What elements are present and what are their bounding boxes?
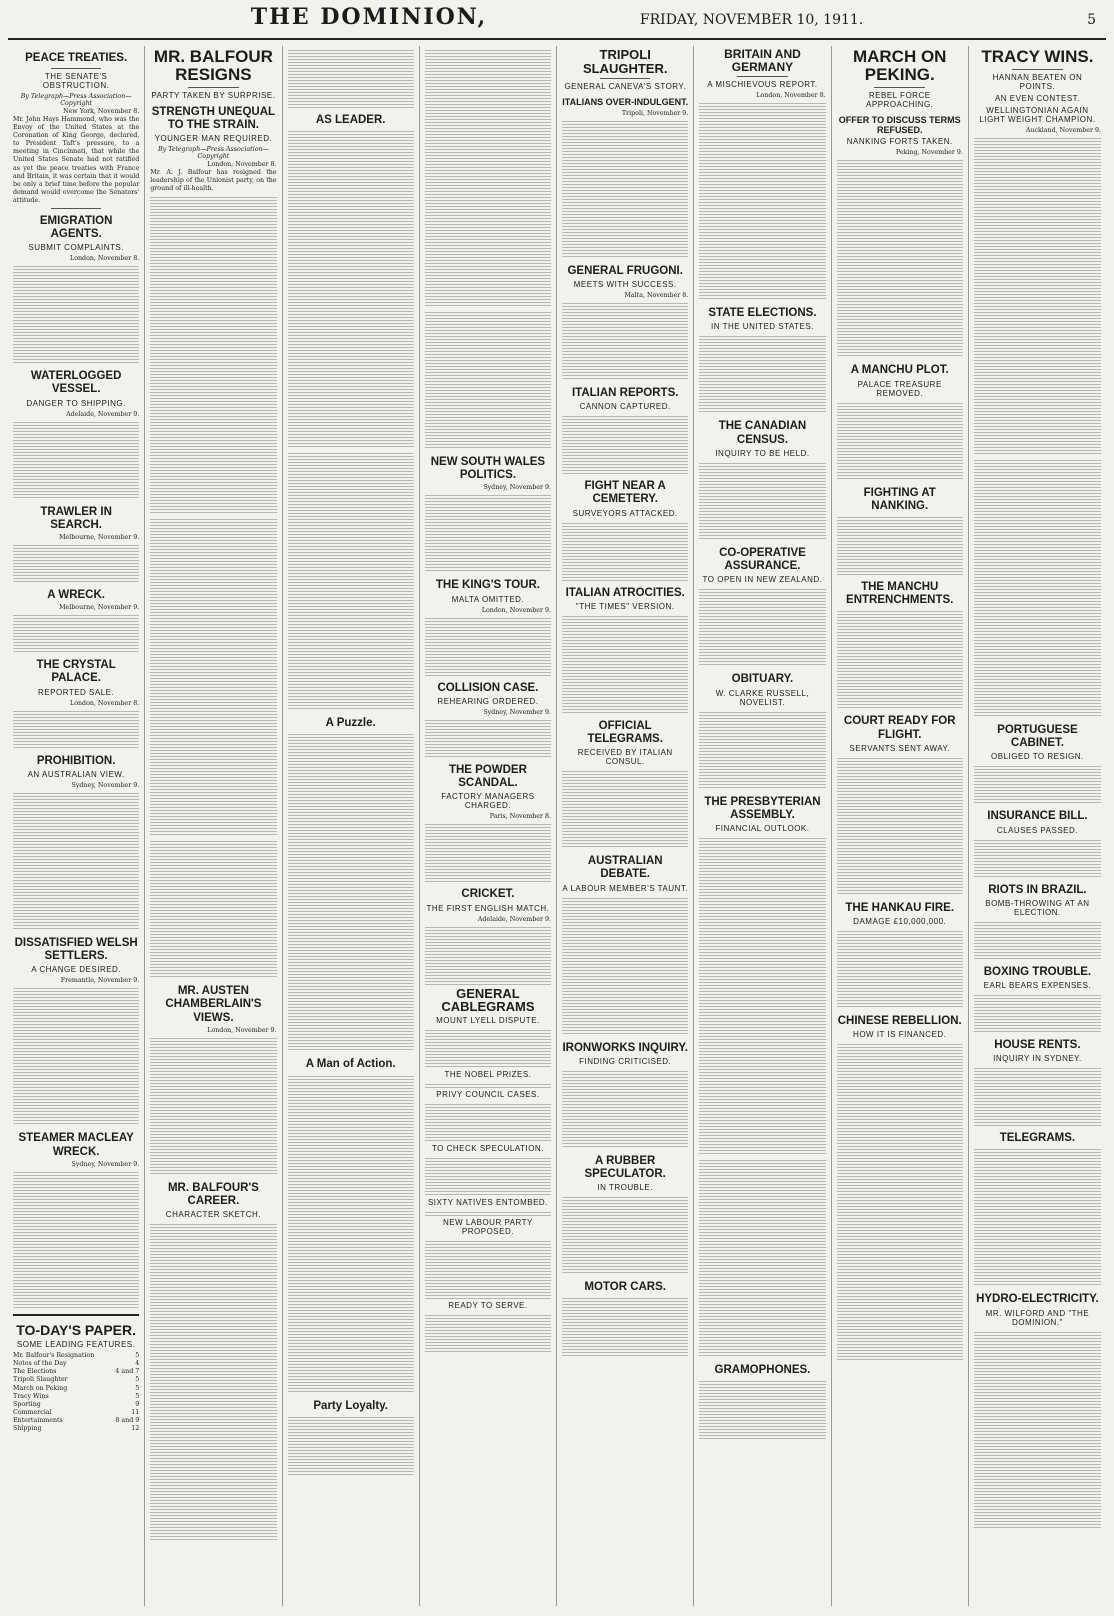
subheadline: SERVANTS SENT AWAY. (849, 743, 951, 753)
subheadline: INQUIRY TO BE HELD. (715, 448, 810, 458)
headline: THE PRESBYTERIAN ASSEMBLY. (704, 795, 821, 821)
headline: GENERAL FRUGONI. (567, 264, 683, 277)
text-block (562, 414, 688, 474)
subheadline: THE SENATE'S OBSTRUCTION. (42, 72, 110, 91)
text-block (13, 986, 139, 1126)
headline: MOTOR CARS. (584, 1281, 666, 1294)
headline: MR. AUSTEN CHAMBERLAIN'S VIEWS. (165, 985, 262, 1024)
text-block (562, 521, 688, 581)
dateline: Sydney, November 9. (71, 781, 140, 789)
subheadline: IN TROUBLE. (597, 1183, 653, 1193)
subheadline: BOMB-THROWING AT AN ELECTION. (985, 898, 1090, 917)
dateline: Melbourne, November 9. (59, 534, 140, 542)
subheadline: PALACE TREASURE REMOVED. (857, 379, 942, 398)
headline: WATERLOGGED VESSEL. (30, 370, 122, 396)
list-item: Mr. Balfour's Resignation 5 (13, 1351, 140, 1359)
text-block (150, 1036, 276, 1176)
dateline: Auckland, November 9. (1025, 126, 1101, 134)
headline: A Man of Action. (305, 1058, 396, 1071)
text-block (13, 709, 139, 749)
headline: THE KING'S TOUR. (435, 579, 540, 592)
headline: THE POWDER SCANDAL. (448, 763, 527, 790)
text-block (699, 1158, 825, 1358)
text-block (974, 1330, 1101, 1530)
subheadline: SURVEYORS ATTACKED. (572, 508, 678, 518)
text-block (288, 48, 414, 108)
text-block (150, 195, 276, 515)
text-block (699, 101, 825, 301)
column-6 (694, 46, 831, 1606)
column-7 (832, 46, 969, 1606)
dateline: Sydney, November 9. (71, 1160, 140, 1168)
subheadline: MR. WILFORD AND "THE DOMINION." (985, 1308, 1090, 1327)
subheadline: A CHANGE DESIRED. (31, 965, 122, 975)
list-item: Tripoli Slaughter 5 (13, 1376, 140, 1384)
subheadline: GENERAL CANEVA'S STORY. (564, 82, 686, 92)
column-8 (969, 46, 1106, 1606)
text-block (837, 401, 963, 481)
headline: A Puzzle. (325, 717, 376, 730)
headline: FIGHT NEAR A CEMETERY. (584, 480, 666, 506)
headline: HOUSE RENTS. (994, 1038, 1081, 1051)
text-block (425, 493, 551, 573)
text-block (425, 822, 551, 882)
headline: THE CANADIAN CENSUS. (718, 420, 807, 446)
headline: INSURANCE BILL. (987, 810, 1088, 823)
subheadline: NANKING FORTS TAKEN. (846, 137, 953, 147)
headline: PEACE TREATIES. (25, 52, 128, 64)
dateline: Melbourne, November 9. (59, 604, 140, 612)
headline: OFFICIAL TELEGRAMS. (587, 719, 663, 745)
text-block (425, 616, 551, 676)
headline: STRENGTH UNEQUAL TO THE STRAIN. (151, 105, 276, 131)
headline: STEAMER MACLEAY WRECK. (18, 1132, 134, 1158)
subheadline: HOW IT IS FINANCED. (853, 1030, 947, 1040)
text-block (699, 587, 825, 667)
headline: GRAMOPHONES. (714, 1363, 811, 1376)
column-2 (145, 46, 282, 1606)
subheadline: TO OPEN IN NEW ZEALAND. (702, 575, 823, 585)
text-block (425, 1028, 551, 1068)
paper-name: THE DOMINION, (250, 4, 488, 30)
headline: GENERAL CABLEGRAMS (441, 985, 535, 1015)
subheadline: OBLIGED TO RESIGN. (991, 752, 1084, 762)
headline: CHINESE REBELLION. (837, 1015, 962, 1028)
dateline: Sydney, November 9. (483, 708, 552, 716)
text-block (288, 129, 414, 449)
headline: HYDRO-ELECTRICITY. (976, 1293, 1099, 1306)
column-1 (8, 46, 145, 1606)
dateline: Paris, November 8. (489, 813, 552, 821)
subheadline: THE NOBEL PRIZES. (444, 1069, 532, 1079)
text-block (13, 420, 139, 500)
headline: RIOTS IN BRAZIL. (988, 883, 1087, 896)
text-block (425, 1082, 551, 1088)
text-block (425, 310, 551, 450)
headline: THE MANCHU ENTRENCHMENTS. (846, 581, 954, 607)
subheadline: SOME LEADING FEATURES. (16, 1339, 136, 1349)
headline: NEW SOUTH WALES POLITICS. (430, 456, 546, 482)
text-block (150, 517, 276, 837)
text-block (562, 1069, 688, 1149)
text-block (562, 896, 688, 1036)
text-block (974, 458, 1101, 718)
text-block (288, 1074, 414, 1394)
dateline: Peking, November 9. (895, 149, 963, 157)
headline: MR. BALFOUR'S CAREER. (167, 1181, 259, 1208)
subheadline: AN AUSTRALIAN VIEW. (27, 769, 125, 779)
article-text: Mr. A. J. Balfour has resigned the leadership of the Unionist party, on the ground of ill-health. (150, 169, 277, 193)
subheadline: INQUIRY IN SYDNEY. (993, 1054, 1082, 1064)
subheadline: CHARACTER SKETCH. (165, 1210, 261, 1220)
subheadline: PARTY TAKEN BY SURPRISE. (151, 90, 276, 100)
headline: A RUBBER SPECULATOR. (584, 1154, 666, 1181)
subheadline: MOUNT LYELL DISPUTE. (436, 1015, 540, 1025)
text-block (425, 1210, 551, 1216)
headline: TRIPOLI SLAUGHTER. (582, 47, 668, 76)
text-block (425, 1239, 551, 1299)
headline: CO-OPERATIVE ASSURANCE. (719, 546, 806, 573)
subheadline: READY TO SERVE. (448, 1300, 528, 1310)
page-number: 5 (1087, 12, 1096, 28)
subheadline: HANNAN BEATEN ON POINTS. (992, 72, 1083, 91)
dateline: Malta, November 8. (624, 291, 689, 299)
text-block (562, 769, 688, 849)
text-block (150, 1222, 276, 1542)
headline: BRITAIN AND GERMANY (724, 47, 801, 74)
headline: COURT READY FOR FLIGHT. (843, 715, 956, 741)
headline: FIGHTING AT NANKING. (863, 486, 936, 512)
headline: THE CRYSTAL PALACE. (36, 659, 116, 685)
text-block (837, 1042, 963, 1362)
subheadline: YOUNGER MAN REQUIRED. (154, 134, 273, 144)
text-block (288, 1415, 414, 1475)
text-block (699, 334, 825, 414)
headline: ITALIAN REPORTS. (571, 386, 679, 399)
text-block (425, 718, 551, 758)
text-block (974, 838, 1101, 878)
text-block (699, 461, 825, 541)
issue-date: FRIDAY, NOVEMBER 10, 1911. (639, 12, 864, 28)
headline: COLLISION CASE. (437, 681, 539, 694)
text-block (150, 839, 276, 979)
headline: IRONWORKS INQUIRY. (562, 1041, 688, 1054)
text-block (974, 920, 1101, 960)
text-block (974, 1147, 1101, 1287)
text-block (562, 119, 688, 259)
column-3 (283, 46, 420, 1606)
subheadline: TO CHECK SPECULATION. (431, 1143, 544, 1153)
credit-line: By Telegraph—Press Association—Copyright (20, 93, 132, 108)
dateline: Tripoli, November 9. (621, 109, 689, 117)
text-block (837, 609, 963, 709)
subheadline: IN THE UNITED STATES. (710, 322, 814, 332)
text-block (425, 925, 551, 985)
headline: EMIGRATION AGENTS. (39, 214, 113, 240)
subheadline: A LABOUR MEMBER'S TAUNT. (562, 883, 689, 893)
text-block (425, 1102, 551, 1142)
list-item: Shipping 12 (13, 1425, 140, 1433)
text-block (837, 515, 963, 575)
column-5 (557, 46, 694, 1606)
headline: TRACY WINS. (981, 47, 1094, 66)
subheadline: REBEL FORCE APPROACHING. (866, 90, 934, 109)
subheadline: FINDING CRITICISED. (579, 1056, 672, 1066)
text-block (837, 756, 963, 896)
headline: THE HANKAU FIRE. (845, 901, 955, 914)
text-block (974, 993, 1101, 1033)
subheadline: THE FIRST ENGLISH MATCH. (426, 903, 550, 913)
list-item: Entertainments 8 and 9 (13, 1417, 140, 1425)
list-item: The Elections 4 and 7 (13, 1368, 140, 1376)
subheadline: REPORTED SALE. (38, 687, 115, 697)
text-block (562, 614, 688, 714)
subheadline: RECEIVED BY ITALIAN CONSUL. (577, 748, 673, 767)
headline: OFFER TO DISCUSS TERMS REFUSED. (838, 114, 961, 136)
subheadline: CANNON CAPTURED. (579, 402, 671, 412)
subheadline: PRIVY COUNCIL CASES. (436, 1089, 540, 1099)
subheadline: AN EVEN CONTEST. (994, 93, 1080, 103)
text-block (699, 836, 825, 1156)
subheadline: NEW LABOUR PARTY PROPOSED. (442, 1217, 533, 1236)
text-block (837, 929, 963, 1009)
subheadline: CLAUSES PASSED. (996, 825, 1078, 835)
headline: MARCH ON PEKING. (852, 47, 947, 84)
dateline: Sydney, November 9. (483, 484, 552, 492)
headline: PROHIBITION. (36, 754, 116, 767)
headline: Party Loyalty. (313, 1399, 388, 1412)
headline: TRAWLER IN SEARCH. (40, 505, 112, 531)
dateline: Adelaide, November 9. (66, 410, 140, 418)
text-block (13, 264, 139, 364)
credit-line: By Telegraph—Press Association—Copyright (158, 146, 269, 161)
text-block (699, 1379, 825, 1439)
subheadline: FINANCIAL OUTLOOK. (715, 823, 810, 833)
dateline: London, November 9. (481, 606, 552, 614)
subheadline: DANGER TO SHIPPING. (26, 398, 126, 408)
text-block (425, 1156, 551, 1196)
dateline: London, November 8. (756, 92, 826, 100)
headline: AUSTRALIAN DEBATE. (587, 855, 663, 881)
dateline: Fremantle, November 9. (60, 977, 140, 985)
text-block (562, 301, 688, 381)
dateline: London, November 8. (207, 161, 277, 169)
list-item: Sporting 9 (13, 1400, 140, 1408)
text-block (837, 158, 963, 358)
contents-list (13, 1352, 139, 1434)
text-block (288, 451, 414, 711)
list-item: Tracy Wins 5 (13, 1392, 140, 1400)
headline: A WRECK. (47, 589, 105, 602)
headline: A MANCHU PLOT. (850, 364, 949, 377)
text-block (425, 1313, 551, 1353)
text-block (562, 1195, 688, 1275)
text-block (699, 710, 825, 790)
list-item: Commercial 11 (13, 1409, 140, 1417)
columns (8, 46, 1106, 1606)
headline: TELEGRAMS. (999, 1132, 1076, 1145)
subheadline: FACTORY MANAGERS CHARGED. (441, 792, 535, 811)
subheadline: MEETS WITH SUCCESS. (573, 279, 677, 289)
text-block (13, 613, 139, 653)
headline: OBITUARY. (731, 673, 794, 686)
headline: ITALIAN ATROCITIES. (565, 586, 685, 599)
article-text: Mr. John Hays Hammond, who was the Envoy of the United States at the Coronation of King George, declared, to President Taft's pressure, to a meeting in Cincinnati, that while the United States Senate had not ratified as yet the peace treaties with France and Britain, it was certain that it would be only a brief time before the popular demand would overcome the Senators' attitude. (13, 116, 140, 204)
text-block (13, 543, 139, 583)
dateline: Adelaide, November 9. (477, 915, 552, 923)
subheadline: SUBMIT COMPLAINTS. (28, 243, 124, 253)
headline: TO-DAY'S PAPER. (16, 1321, 137, 1338)
headline: DISSATISFIED WELSH SETTLERS. (14, 936, 138, 963)
subheadline: "THE TIMES" VERSION. (575, 601, 675, 611)
subheadline: EARL BEARS EXPENSES. (983, 980, 1092, 990)
headline: ITALIANS OVER-INDULGENT. (562, 97, 689, 108)
subheadline: REHEARING ORDERED. (437, 696, 539, 706)
column-4 (420, 46, 557, 1606)
headline: PORTUGUESE CABINET. (997, 723, 1078, 750)
subheadline: A MISCHIEVOUS REPORT. (707, 80, 818, 90)
text-block (562, 1296, 688, 1356)
text-block (13, 791, 139, 931)
headline: AS LEADER. (315, 114, 386, 126)
dateline: London, November 8. (70, 255, 140, 263)
headline: MR. BALFOUR RESIGNS (153, 47, 273, 84)
headline: CRICKET. (461, 888, 515, 901)
dateline: London, November 9. (207, 1026, 277, 1034)
text-block (425, 48, 551, 308)
text-block (974, 764, 1101, 804)
headline: BOXING TROUBLE. (983, 965, 1092, 978)
text-block (974, 136, 1101, 456)
subheadline: DAMAGE £10,000,000. (853, 917, 947, 927)
text-block (974, 1066, 1101, 1126)
list-item: March on Peking 5 (13, 1384, 140, 1392)
list-item: Notes of the Day 4 (13, 1360, 140, 1368)
masthead (8, 4, 1106, 40)
dateline: London, November 8. (70, 699, 140, 707)
subheadline: SIXTY NATIVES ENTOMBED. (427, 1197, 548, 1207)
subheadline: WELLINGTONIAN AGAIN LIGHT WEIGHT CHAMPION. (979, 105, 1096, 124)
dateline: New York, November 8. (63, 108, 140, 116)
text-block (288, 732, 414, 1052)
subheadline: W. CLARKE RUSSELL, NOVELIST. (715, 688, 810, 707)
headline: STATE ELECTIONS. (708, 307, 817, 320)
text-block (13, 1170, 139, 1310)
subheadline: MALTA OMITTED. (451, 594, 525, 604)
